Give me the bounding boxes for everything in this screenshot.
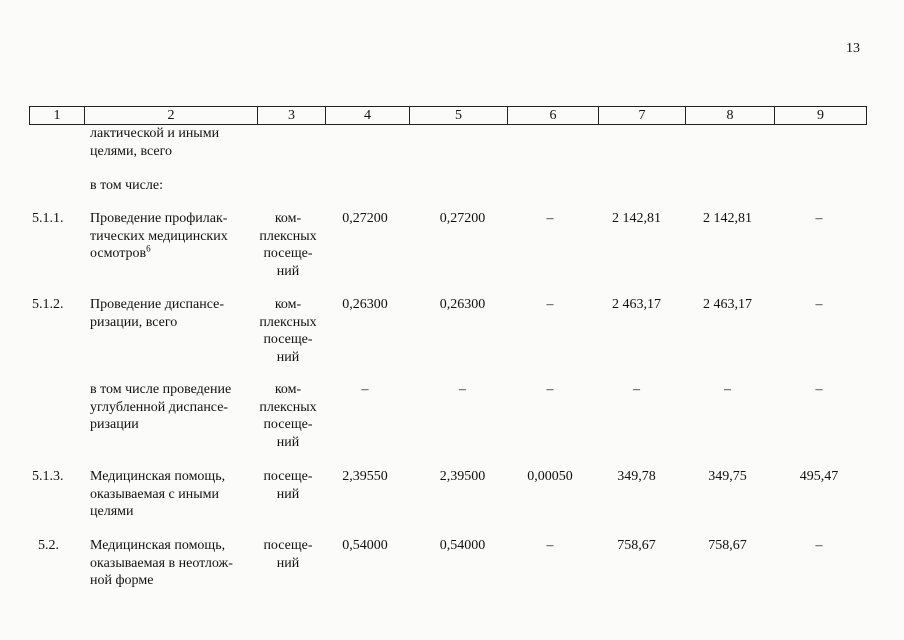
row-unit: ком- плексных посеще- ний [259, 297, 317, 365]
col7-value: 758,67 [617, 538, 656, 553]
row-description: Медицинская помощь, оказываемая с иными целями [90, 469, 226, 519]
header-col-7: 7 [599, 107, 686, 125]
header-col-1: 1 [30, 107, 85, 125]
col4-value: 0,54000 [342, 538, 388, 553]
col7-value: 2 463,17 [612, 297, 661, 312]
page-number: 13 [846, 41, 860, 56]
col8-value: 2 142,81 [703, 211, 752, 226]
column-number-header [29, 106, 867, 125]
header-col-2: 2 [85, 107, 258, 125]
col7-value: 2 142,81 [612, 211, 661, 226]
row-description: Медицинская помощь, оказываемая в неотлож- ной форме [90, 538, 233, 588]
col4-value: – [361, 382, 369, 397]
col9-value: – [815, 538, 823, 553]
row-unit: ком- плексных посеще- ний [259, 382, 317, 450]
row-number: 5.1.1. [32, 211, 64, 226]
col9-value: – [815, 382, 823, 397]
col9-value: 495,47 [799, 469, 839, 484]
col5-value: 0,54000 [439, 538, 486, 553]
row-description: Проведение диспансе- ризации, всего [90, 297, 224, 330]
header-col-6: 6 [508, 107, 599, 125]
row-description: в том числе проведение углубленной диспансе- ризации [90, 382, 232, 432]
row-unit: посеще- ний [263, 538, 313, 571]
row-description: Проведение профилак- тических медицинских осмотров$^6$ [90, 211, 228, 261]
header-col-5: 5 [410, 107, 508, 125]
col6-value: – [546, 382, 554, 397]
row-unit: ком- плексных посеще- ний [259, 211, 317, 279]
col6-value: 0,00050 [527, 469, 573, 484]
header-col-8: 8 [686, 107, 775, 125]
col8-value: – [724, 382, 731, 397]
col4-value: 0,27200 [342, 211, 388, 226]
col9-value: – [815, 211, 823, 226]
continuation-description: лактической и иными целями, всего [90, 126, 220, 159]
in-that-label: в том числе: [90, 178, 163, 193]
col4-value: 0,26300 [342, 297, 388, 312]
row-number: 5.1.3. [32, 469, 64, 484]
header-col-3: 3 [258, 107, 326, 125]
footnote-mark: 6 [146, 243, 151, 254]
col5-value: – [459, 382, 466, 397]
col8-value: 349,75 [708, 469, 747, 484]
row-unit: посеще- ний [263, 469, 313, 502]
col8-value: 758,67 [708, 538, 747, 553]
col6-value: – [546, 211, 554, 226]
col8-value: 2 463,17 [703, 297, 752, 312]
header-col-9: 9 [775, 107, 867, 125]
col4-value: 2,39550 [342, 469, 388, 484]
col7-value: – [633, 382, 640, 397]
col5-value: 0,27200 [439, 211, 486, 226]
col7-value: 349,78 [617, 469, 656, 484]
col5-value: 0,26300 [439, 297, 486, 312]
row-number: 5.1.2. [32, 297, 64, 312]
col6-value: – [546, 538, 554, 553]
col9-value: – [815, 297, 823, 312]
col6-value: – [546, 297, 554, 312]
header-col-4: 4 [326, 107, 410, 125]
row-number: 5.2. [38, 538, 59, 553]
col5-value: 2,39500 [439, 469, 486, 484]
